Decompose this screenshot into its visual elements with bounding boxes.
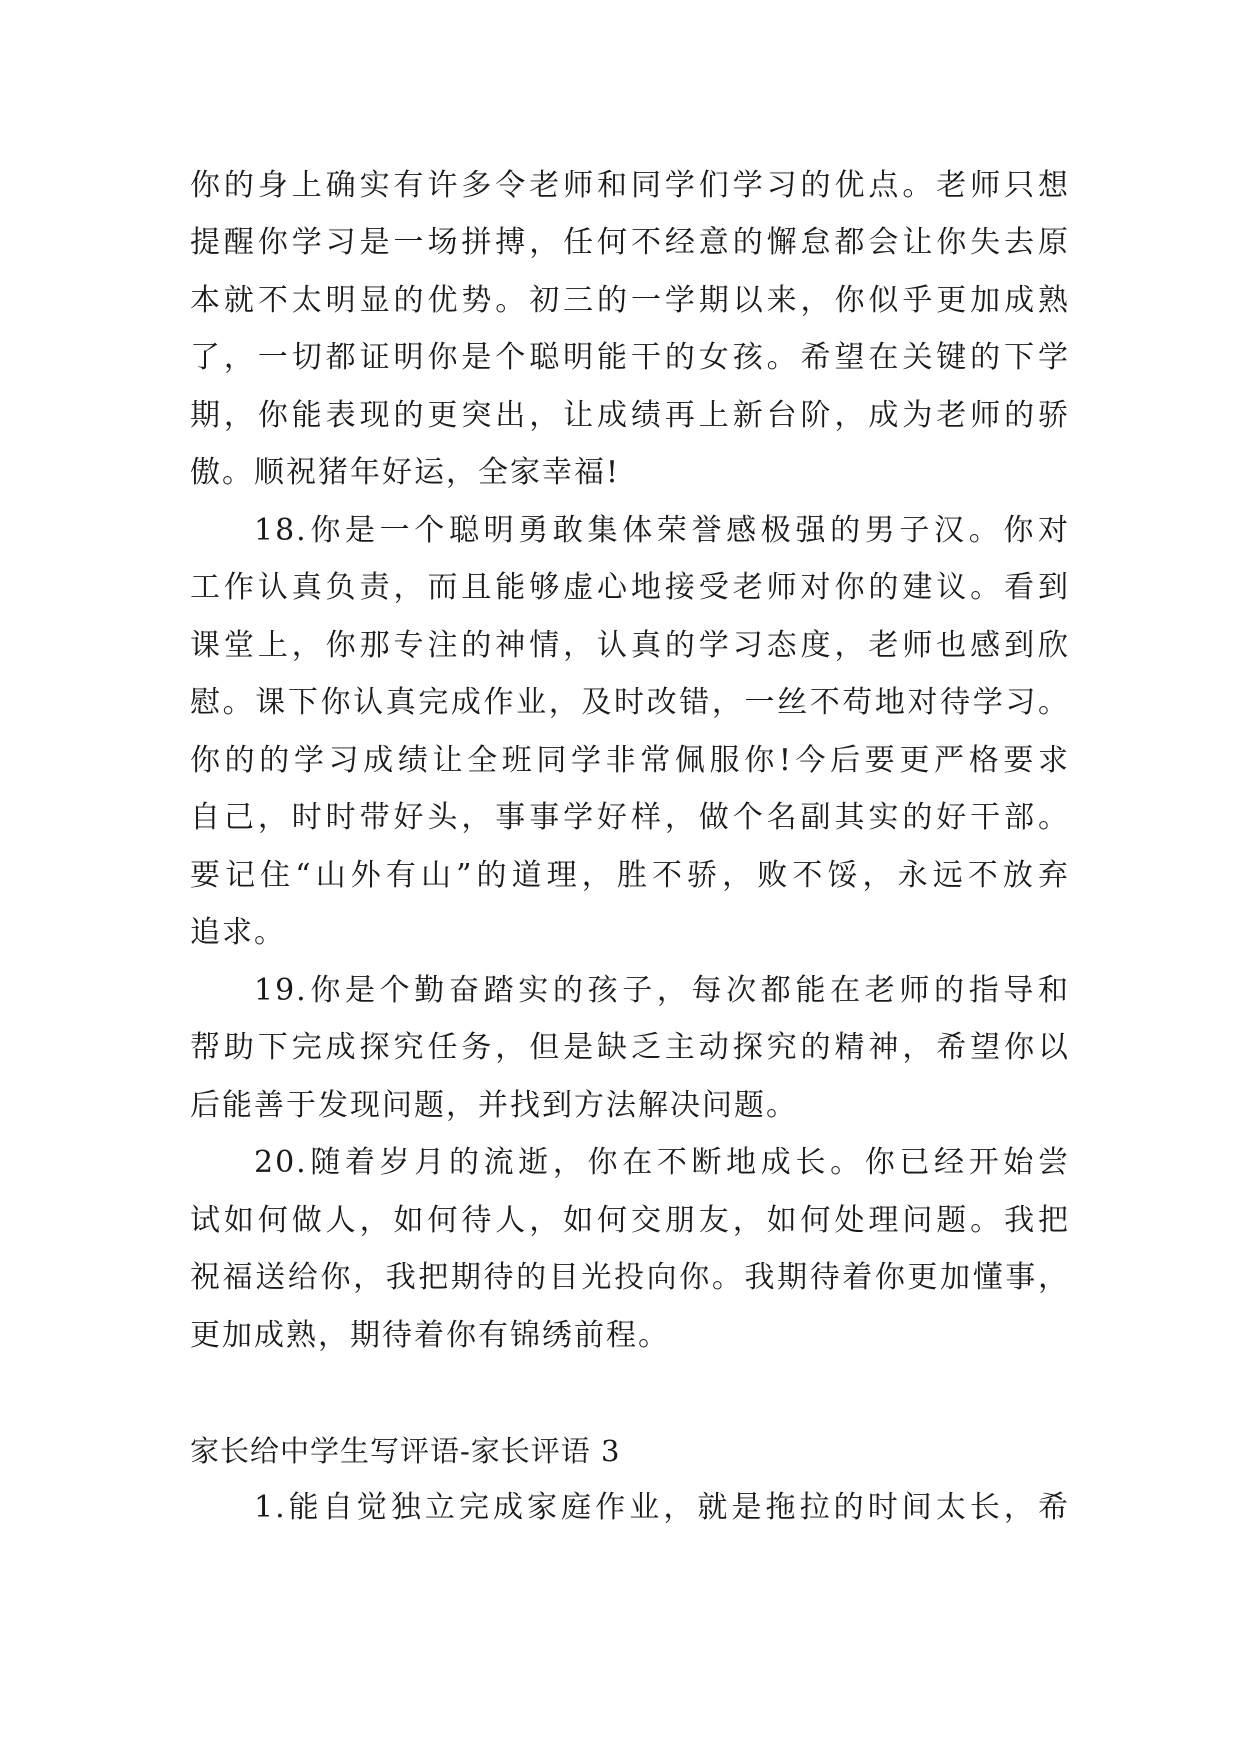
text-line: 追求。 (190, 915, 286, 950)
text-line: 你的身上确实有许多令老师和同学们学习的优点。老师只想 (190, 168, 1070, 203)
text-line: 了，一切都证明你是个聪明能干的女孩。希望在关键的下学 (190, 340, 1070, 375)
text-line: 后能善于发现问题，并找到方法解决问题。 (190, 1088, 798, 1123)
text-line: 期，你能表现的更突出，让成绩再上新台阶，成为老师的骄 (190, 398, 1070, 433)
text-line: 祝福送给你，我把期待的目光投向你。我期待着你更加懂事， (190, 1260, 1070, 1295)
text-line: 要记住“山外有山”的道理，胜不骄，败不馁，永远不放弃 (190, 858, 1070, 893)
text-line: 试如何做人，如何待人，如何交朋友，如何处理问题。我把 (190, 1203, 1070, 1238)
paragraph-first-line: 19.你是个勤奋踏实的孩子，每次都能在老师的指导和 (254, 973, 1070, 1008)
text-line: 自己，时时带好头，事事学好样，做个名副其实的好干部。 (190, 800, 1070, 835)
paragraph-first-line: 20.随着岁月的流逝，你在不断地成长。你已经开始尝 (254, 1145, 1070, 1180)
text-line: 傲。顺祝猪年好运，全家幸福! (190, 455, 621, 490)
text-line: 你的的学习成绩让全班同学非常佩服你!今后要更严格要求 (190, 743, 1070, 778)
paragraph-first-line: 18.你是一个聪明勇敢集体荣誉感极强的男子汉。你对 (254, 513, 1070, 548)
text-line: 提醒你学习是一场拼搏，任何不经意的懈怠都会让你失去原 (190, 225, 1070, 260)
text-line: 课堂上，你那专注的神情，认真的学习态度，老师也感到欣 (190, 628, 1070, 663)
paragraph-first-line: 1.能自觉独立完成家庭作业，就是拖拉的时间太长，希 (254, 1490, 1070, 1525)
text-line: 帮助下完成探究任务，但是缺乏主动探究的精神，希望你以 (190, 1030, 1070, 1065)
text-line: 更加成熟，期待着你有锦绣前程。 (190, 1318, 670, 1353)
section-heading: 家长给中学生写评语-家长评语 3 (190, 1434, 621, 1468)
text-line: 本就不太明显的优势。初三的一学期以来，你似乎更加成熟 (190, 283, 1070, 318)
text-line: 工作认真负责，而且能够虚心地接受老师对你的建议。看到 (190, 570, 1070, 605)
text-line: 慰。课下你认真完成作业，及时改错，一丝不苟地对待学习。 (190, 685, 1070, 720)
